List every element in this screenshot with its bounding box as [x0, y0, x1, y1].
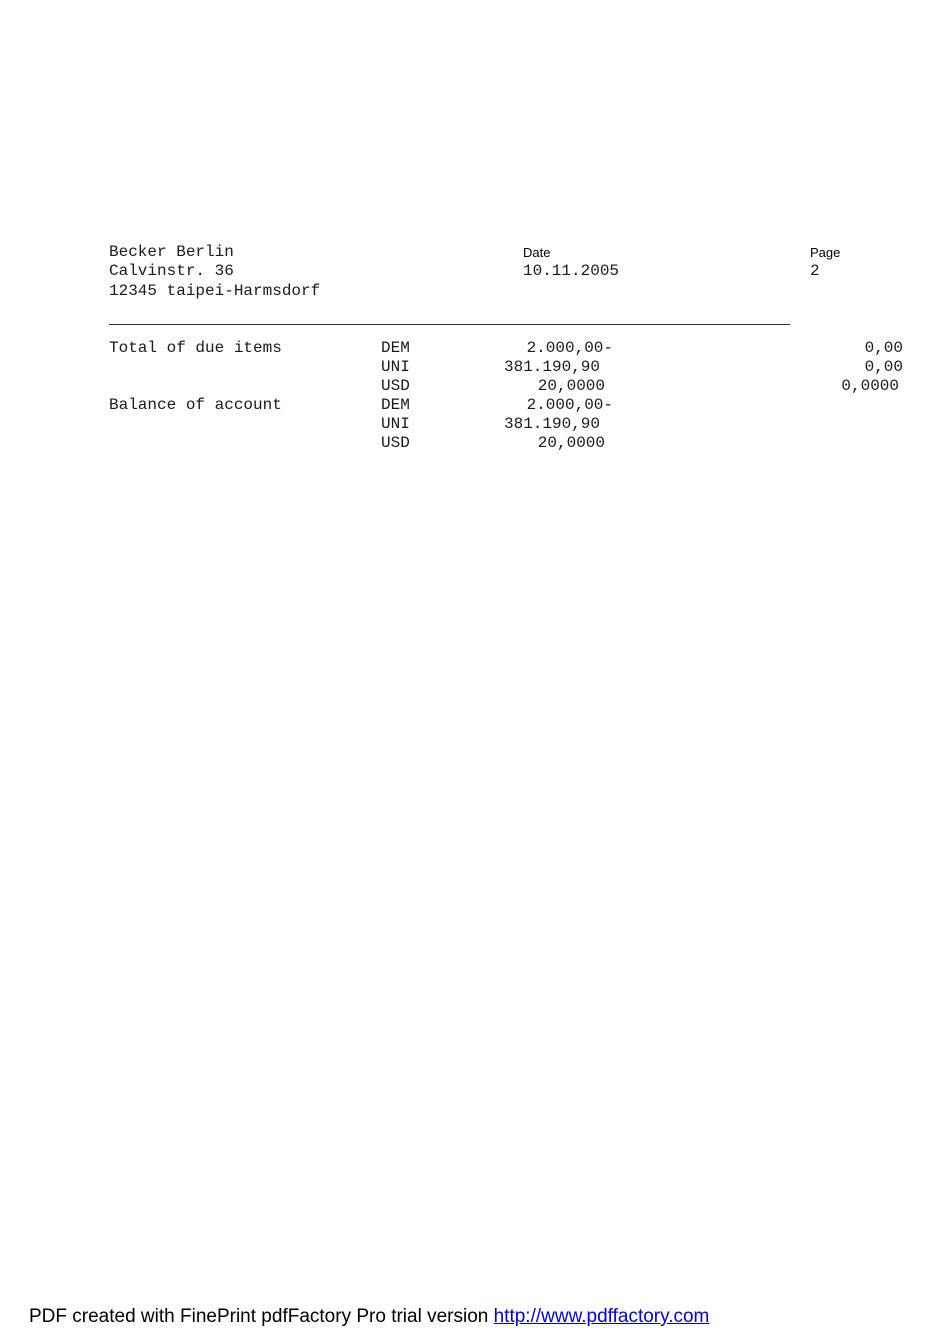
balance-currency: UNI [381, 415, 410, 433]
separator-line [109, 324, 790, 325]
footer-text: PDF created with FinePrint pdfFactory Pro trial version [29, 1306, 494, 1327]
due-currency: DEM [381, 339, 410, 357]
balance-amount: 381.190,90 [503, 415, 600, 433]
due-open-amount: 0,00 [864, 339, 903, 357]
due-open-amount: 0,0000 [841, 377, 899, 395]
balance-amount: 2.000,00- [526, 396, 613, 414]
balance-currency: USD [381, 434, 410, 452]
balance-amount: 20,0000 [537, 434, 605, 452]
customer-city: 12345 taipei-Harmsdorf [109, 282, 321, 300]
date-label: Date [523, 245, 551, 260]
page-label: Page [810, 245, 841, 260]
due-open-amount: 0,00 [864, 358, 903, 376]
customer-street: Calvinstr. 36 [109, 262, 234, 280]
due-currency: USD [381, 377, 410, 395]
pdffactory-link[interactable]: http://www.pdffactory.com [493, 1306, 710, 1327]
due-amount: 2.000,00- [526, 339, 613, 357]
page-value: 2 [810, 262, 820, 280]
due-amount: 381.190,90 [503, 358, 600, 376]
balance-currency: DEM [381, 396, 410, 414]
customer-name: Becker Berlin [109, 243, 234, 261]
total-due-label: Total of due items [109, 339, 282, 357]
due-amount: 20,0000 [537, 377, 605, 395]
balance-label: Balance of account [109, 396, 282, 414]
due-currency: UNI [381, 358, 410, 376]
date-value: 10.11.2005 [523, 262, 620, 280]
footer-notice [29, 1305, 709, 1329]
